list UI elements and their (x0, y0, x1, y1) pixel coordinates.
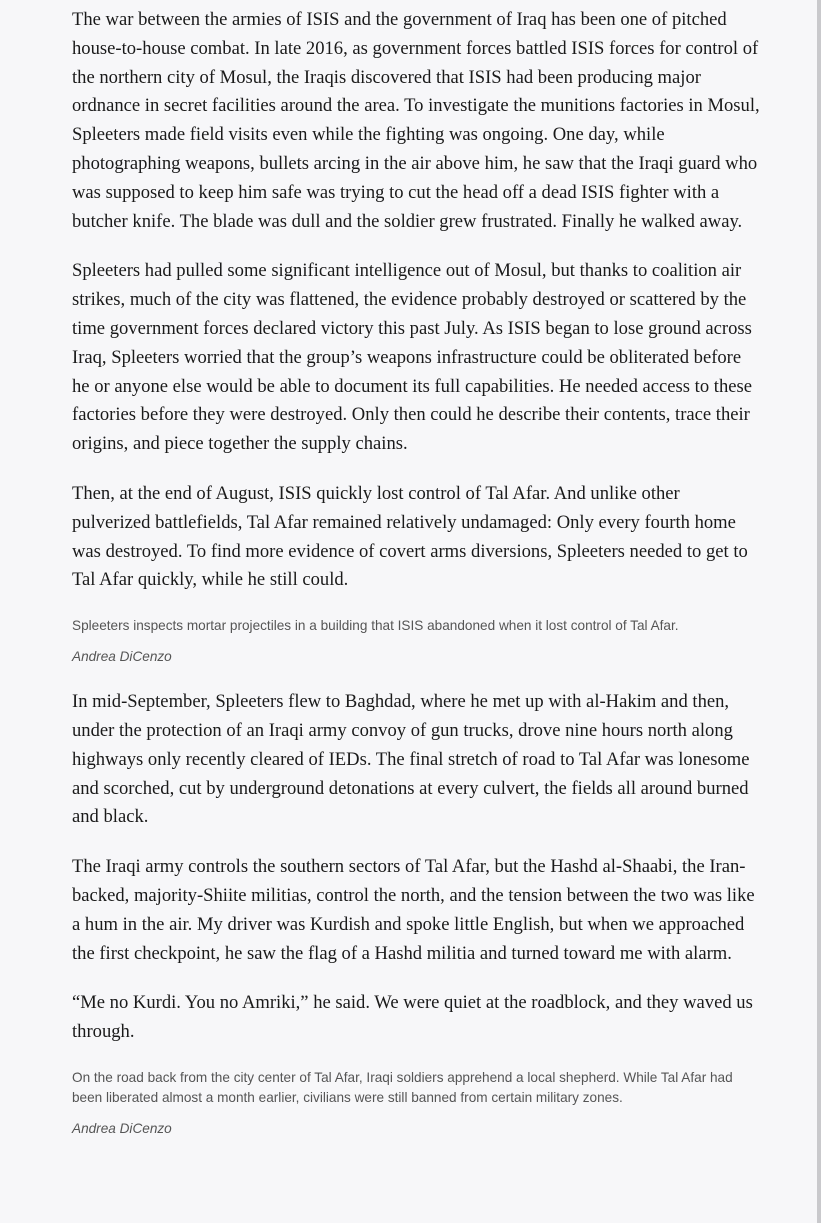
article-paragraph: Spleeters had pulled some significant intelligence out of Mosul, but thanks to coalition air strikes, much of the city was flattened, the evidence probably destroyed or scattered by the time government forces declared victory this past July. As ISIS began to lose ground across Iraq, Spleeters worried that the group’s weapons infrastructure could be obliterated before he or anyone else would be able to document its full capabilities. He needed access to these factories before they were destroyed. Only then could he describe their contents, trace their origins, and piece together the supply chains. (72, 260, 752, 455)
article-paragraph: The Iraqi army controls the southern sectors of Tal Afar, but the Hashd al-Shaabi, the Iran-backed, majority-Shiite militias, control the north, and the tension between the two was like a hum in the air. My driver was Kurdish and spoke little English, but when we approached the first checkpoint, he saw the flag of a Hashd militia and turned toward me with alarm. (72, 856, 755, 964)
photo-caption-block (72, 616, 762, 667)
article-paragraph: The war between the armies of ISIS and the government of Iraq has been one of pitched house-to-house combat. In late 2016, as government forces battled ISIS forces for control of the northern city of Mosul, the Iraqis discovered that ISIS had been producing major ordnance in secret facilities around the area. To investigate the munitions factories in Mosul, Spleeters made field visits even while the fighting was ongoing. One day, while photographing weapons, bullets arcing in the air above him, he saw that the Iraqi guard who was supposed to keep him safe was trying to cut the head off a dead ISIS fighter with a butcher knife. The blade was dull and the soldier grew frustrated. Finally he walked away. (72, 9, 760, 232)
photo-credit: Andrea DiCenzo (72, 649, 172, 665)
article-paragraph: “Me no Kurdi. You no Amriki,” he said. We were quiet at the roadblock, and they waved us through. (72, 992, 753, 1043)
photo-credit: Andrea DiCenzo (72, 1120, 172, 1136)
article-paragraph: Then, at the end of August, ISIS quickly lost control of Tal Afar. And unlike other pulverized battlefields, Tal Afar remained relatively undamaged: Only every fourth home was destroyed. To find more evidence of covert arms diversions, Spleeters needed to get to Tal Afar quickly, while he still could. (72, 482, 748, 591)
article-body (72, 6, 762, 1160)
photo-caption: Spleeters inspects mortar projectiles in a building that ISIS abandoned when it lost control of Tal Afar. (72, 618, 679, 634)
photo-caption-block (72, 1068, 762, 1139)
article-paragraph: In mid-September, Spleeters flew to Baghdad, where he met up with al-Hakim and then, under the protection of an Iraqi army convoy of gun trucks, drove nine hours north along highways only recently cleared of IEDs. The final stretch of road to Tal Afar was lonesome and scorched, cut by underground detonations at every culvert, the fields all around burned and black. (72, 691, 750, 828)
photo-caption: On the road back from the city center of Tal Afar, Iraqi soldiers apprehend a local shepherd. While Tal Afar had been liberated almost a month earlier, civilians were still banned from certain military zones. (72, 1069, 733, 1105)
window-edge (817, 0, 821, 1223)
